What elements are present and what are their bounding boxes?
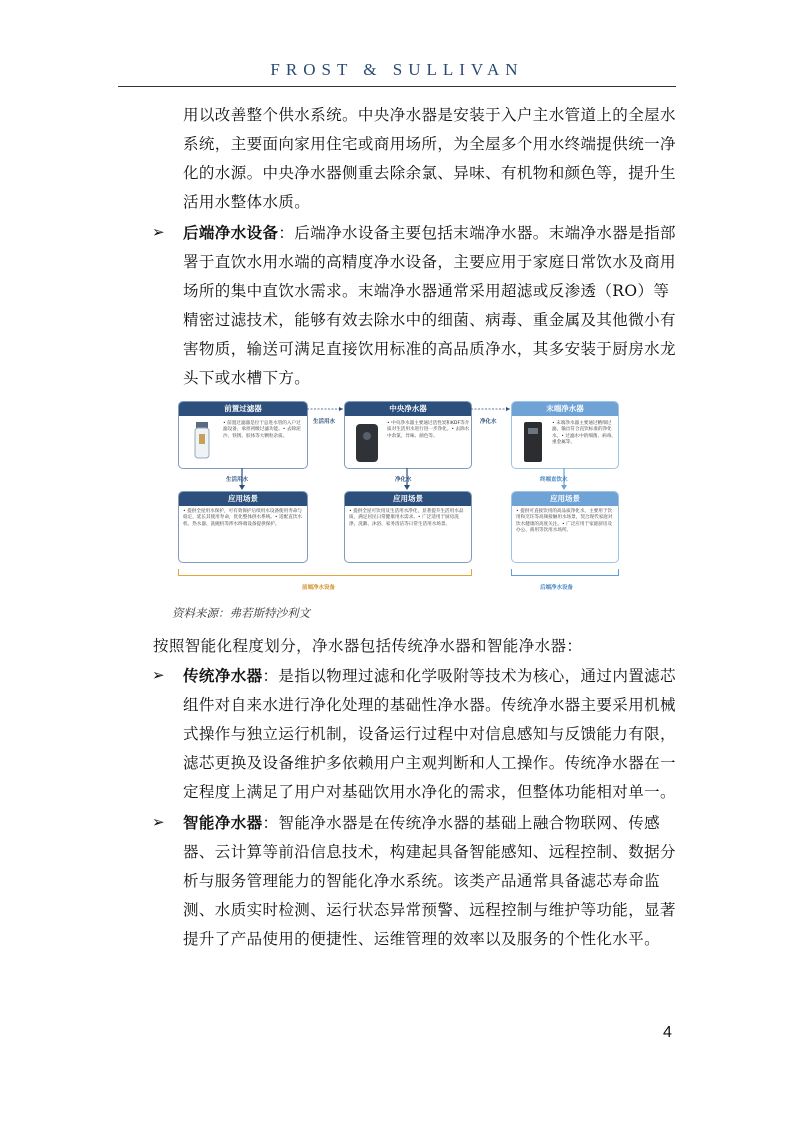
scenario-box-end [511, 491, 619, 563]
stage-title: 末端净水器 [512, 402, 618, 416]
front-group-label: 前端净水设备 [302, 585, 336, 591]
header-rule [118, 86, 676, 87]
stage-desc: • 中央净水器主要通过活性炭和KDF等介质对生活用水进行进一步净化。• 去除水中余氯、异味、颜色等。 [387, 421, 470, 439]
scenario-title: 应用场景 [345, 492, 471, 506]
page-number: 4 [663, 1024, 672, 1041]
scenario-desc: • 提供全屋可饮用及生活用水净化，显著提升生活用水品质，满足居民日常健康用水需求。• 广泛适用于厨房洗涤、洗漱、沐浴、家务清洁等日常生活用水场景。 [349, 509, 464, 527]
paragraph-back-end [183, 218, 679, 393]
purifier-flow-diagram [178, 401, 618, 596]
bullet-arrow-icon: ➢ [152, 666, 165, 684]
back-group-label: 后端净水设备 [540, 585, 574, 591]
stage-title: 中央净水器 [345, 402, 471, 416]
arrow-label: 净化水 [395, 477, 412, 483]
arrow-label: 终端直饮水 [540, 477, 568, 483]
stage-desc: • 末端净水器主要通过精细过滤，输出符合直饮标准的净化水。• 过滤水中的细菌、病毒、重金属等。 [552, 421, 616, 446]
paragraph-traditional [183, 661, 679, 807]
scenario-title: 应用场景 [179, 492, 307, 506]
scenario-desc: • 提供全屋用水保护，可有效保护后续用水设备使用寿命与稳定，延长其使用寿命，优化整体供水系统。• 适配直饮水机、热水器、洗碗机等涉水终端设备提供保护。 [183, 509, 303, 527]
scenario-box-pre-filter [178, 491, 308, 563]
paragraph-intro: 按照智能化程度划分，净水器包括传统净水器和智能净水器： [153, 637, 583, 655]
arrow-label: 生活用水 [313, 419, 336, 425]
scenario-title: 应用场景 [512, 492, 618, 506]
term-back-end: 后端净水设备 [183, 223, 279, 242]
text-back-end: ：后端净水设备主要包括末端净水器。末端净水器是指部署于直饮水用水端的高精度净水设备，主要应用于家庭日常饮水及商用场所的集中直饮水需求。末端净水器通常采用超滤或反渗透（RO）等精密过滤技术，能够有效去除水中的细菌、病毒、重金属及其他微小有害物质，输送可满足直接饮用标准的高品质净水，其多安装于厨房水龙头下或水槽下方。 [183, 224, 676, 387]
bullet-arrow-icon: ➢ [152, 813, 165, 831]
text-smart: ：智能净水器是在传统净水器的基础上融合物联网、传感器、云计算等前沿信息技术，构建起具备智能感知、远程控制、数据分析与服务管理能力的智能化净水系统。该类产品通常具备滤芯寿命监测、水质实时检测、运行状态异常预警、远程控制与维护等功能，显著提升了产品使用的便捷性、运维管理的效率以及服务的个性化水平。 [183, 814, 676, 948]
paragraph-central-purifier: 用以改善整个供水系统。中央净水器是安装于入户主水管道上的全屋水系统，主要面向家用住宅或商用场所，为全屋多个用水终端提供统一净化的水源。中央净水器侧重去除余氯、异味、有机物和颜色等，提升生活用水整体水质。 [183, 106, 676, 211]
scenario-desc: • 提供可直接饮用的高品质净化水，主要用于饮用和烹饪等高频接触用水场景，契合现代家庭对饮水健康的高度关注。• 广泛应用于家庭厨房及办公、商用等饮用水场所。 [516, 509, 613, 534]
scenario-box-central [344, 491, 472, 563]
bullet-arrow-icon: ➢ [152, 223, 165, 241]
arrow-label: 生活用水 [226, 477, 249, 483]
source-note: 资料来源：弗若斯特沙利文 [172, 606, 310, 620]
stage-title: 前置过滤器 [179, 402, 307, 416]
text-traditional: ：是指以物理过滤和化学吸附等技术为核心，通过内置滤芯组件对自来水进行净化处理的基础性净水器。传统净水器主要采用机械式操作与独立运行机制，设备运行过程中对信息感知与反馈能力有限，滤芯更换及设备维护多依赖用户主观判断和人工操作。传统净水器在一定程度上满足了用户对基础饮用水净化的需求，但整体功能相对单一。 [183, 667, 676, 801]
term-smart: 智能净水器 [183, 813, 263, 832]
back-bracket [511, 569, 619, 576]
stage-desc: • 前置过滤器是位于总进水管的入户过滤设备，承担初级过滤功能。• 去除泥沙、铁锈、胶体等大颗粒杂质。 [223, 421, 301, 439]
paragraph-smart [183, 808, 679, 954]
header-brand: FROST & SULLIVAN [270, 60, 524, 79]
front-bracket [178, 569, 472, 576]
arrow-label: 净化水 [480, 419, 497, 425]
term-traditional: 传统净水器 [183, 666, 263, 685]
